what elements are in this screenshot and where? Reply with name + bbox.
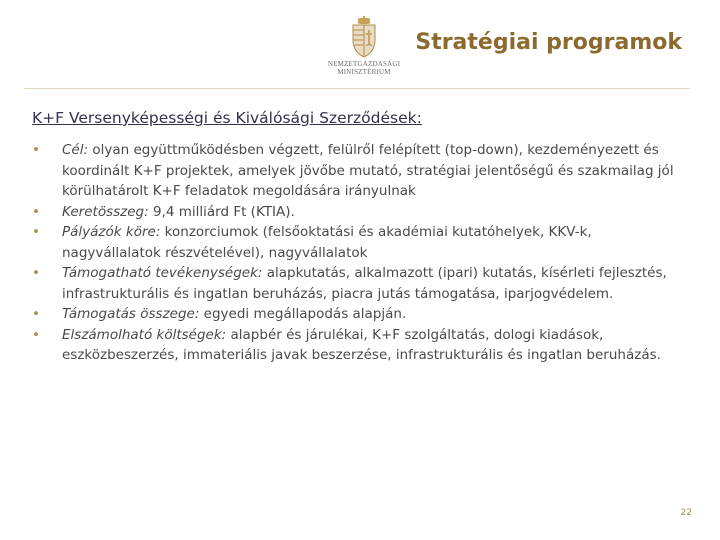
bullet-text: alapkutatás, alkalmazott (ipari) kutatás, kísérleti fejlesztés, infrastrukturális és ingatlan beruházás, piacra jutás támogatása, iparjogvédelem. <box>62 265 667 302</box>
bullet-icon: • <box>32 326 40 343</box>
bullet-term: Támogatás összege: <box>62 306 200 322</box>
bullet-text: 9,4 milliárd Ft (KTIA). <box>148 203 295 220</box>
bullet-text: olyan együttműködésben végzett, felülről felépített (top-down), kezdeményezett és koordinált K+F projektek, amelyek jövőbe mutató, stratégiai jelentőségű és szakmailag jól körülhatárolt K+F feladatok megoldására irányulnak <box>62 142 674 199</box>
bullet-list <box>32 140 682 366</box>
bullet-text: konzorciumok (felsőoktatási és akadémiai kutatóhelyek, KKV-k, nagyvállalatok részvételével), nagyvállalatok <box>62 224 592 261</box>
list-item <box>32 263 682 304</box>
hungarian-coat-of-arms-icon <box>318 16 410 58</box>
logo-text-line2: MINISZTÉRIUM <box>337 68 391 76</box>
list-item <box>32 222 682 263</box>
list-item <box>32 325 682 366</box>
ministry-logo <box>318 16 410 82</box>
bullet-text: egyedi megállapodás alapján. <box>199 306 407 322</box>
bullet-icon: • <box>32 265 40 281</box>
bullet-icon: • <box>32 224 40 240</box>
slide-title: Stratégiai programok <box>415 30 682 55</box>
bullet-term: Cél: <box>62 142 89 158</box>
section-heading: K+F Versenyképességi és Kiválósági Szerződések: <box>32 109 422 127</box>
bullet-term: Elszámolható költségek: <box>62 326 227 343</box>
header-divider <box>24 88 690 89</box>
logo-text-line1: NEMZETGAZDASÁGI <box>327 60 401 68</box>
bullet-term: Pályázók köre: <box>62 224 161 240</box>
bullet-icon: • <box>32 142 40 158</box>
bullet-term: Támogatható tevékenységek: <box>62 265 263 281</box>
bullet-icon: • <box>32 306 40 322</box>
bullet-icon: • <box>32 203 40 220</box>
bullet-text: alapbér és járulékai, K+F szolgáltatás, dologi kiadások, eszközbeszerzés, immateriális javak beszerzése, infrastrukturális és ingatlan beruházás. <box>62 326 661 363</box>
list-item <box>32 304 682 325</box>
bullet-term: Keretösszeg: <box>62 203 149 220</box>
page-number: 22 <box>680 508 692 518</box>
list-item <box>32 202 682 223</box>
list-item <box>32 140 682 202</box>
